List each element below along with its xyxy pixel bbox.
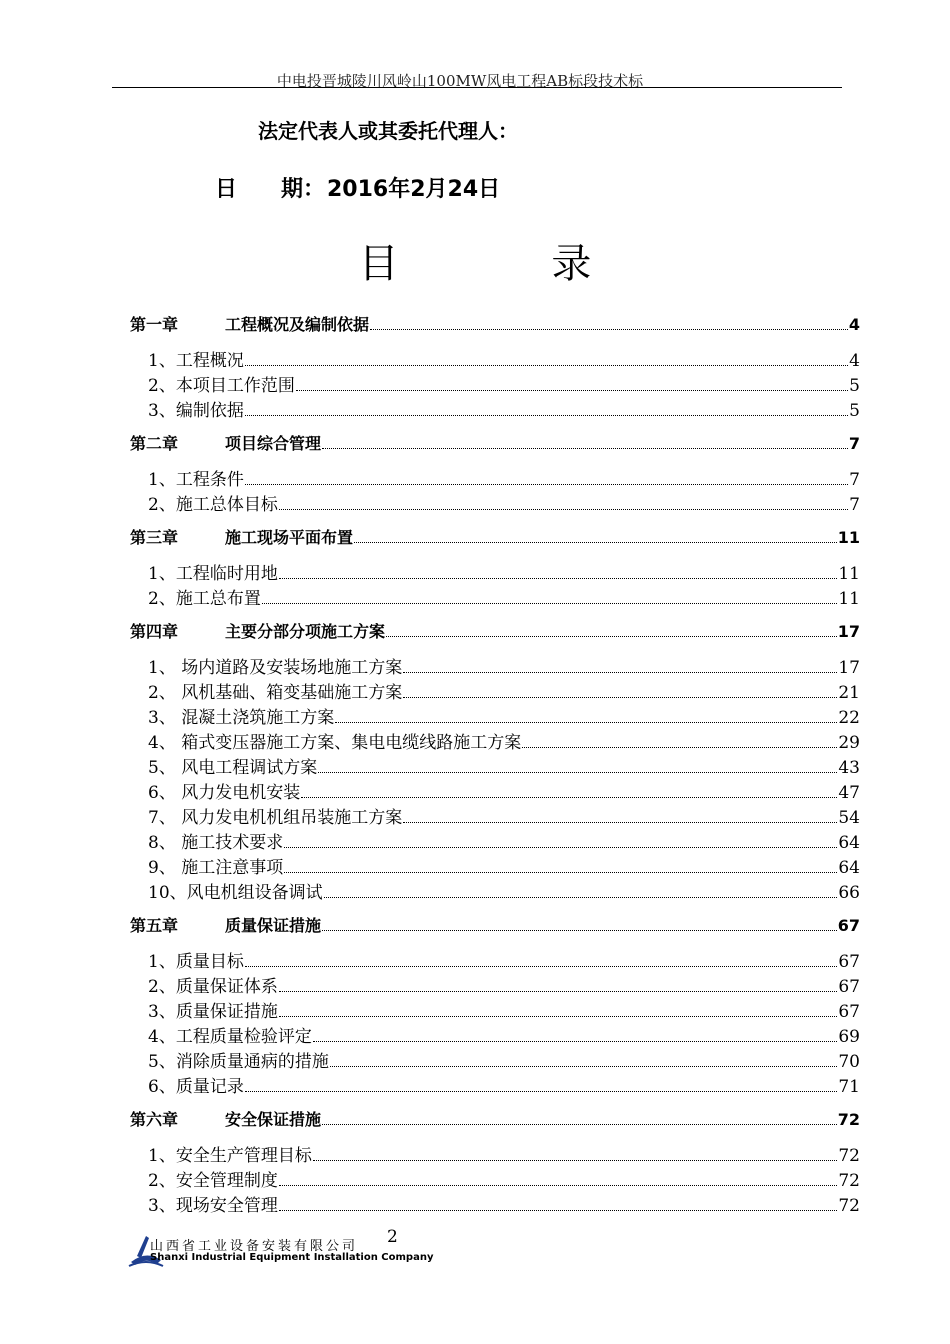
toc-item-entry[interactable] [148,371,860,396]
toc-chapter-entry[interactable] [130,312,860,335]
toc-dot-leader [245,484,848,485]
toc-dot-leader [262,603,838,604]
toc-dot-leader [279,1185,838,1186]
toc-entry-text: 5、消除质量通病的措施 [148,1052,329,1072]
toc-dot-leader [301,797,837,798]
toc-dot-leader [279,509,848,510]
toc-page-number: 22 [838,708,860,728]
toc-page-number: 54 [838,808,860,828]
toc-item-entry[interactable] [148,703,860,728]
toc-page-number: 5 [849,401,860,421]
toc-page-number: 11 [838,589,860,609]
toc-item-entry[interactable] [148,490,860,515]
toc-item-entry[interactable] [148,653,860,678]
header-divider [112,87,842,88]
toc-item-entry[interactable] [148,1166,860,1191]
toc-dot-leader [335,722,837,723]
toc-item-entry[interactable] [148,1022,860,1047]
toc-page-number: 11 [838,564,860,584]
page-number: 2 [387,1227,398,1247]
toc-entry-text: 4、 箱式变压器施工方案、集电电缆线路施工方案 [148,733,522,753]
toc-chapter-number: 第二章 [130,434,179,453]
toc-page-number: 4 [848,315,860,334]
toc-page-number: 70 [838,1052,860,1072]
footer-company-en: Shanxi Industrial Equipment Installation Company [150,1252,434,1263]
toc-dot-leader [403,672,837,673]
toc-chapter-entry[interactable] [130,431,860,454]
toc-dot-leader [279,578,838,579]
footer-company-cn: 山西省工业设备安装有限公司 [150,1239,359,1254]
toc-item-entry[interactable] [148,1072,860,1097]
toc-entry-text: 1、工程概况 [148,351,244,371]
toc-dot-leader [245,1091,838,1092]
toc-dot-leader [522,747,837,748]
toc-page-number: 67 [838,1002,860,1022]
toc-dot-leader [279,1210,838,1211]
toc-entry-text: 质量保证措施 [225,916,322,935]
toc-item-entry[interactable] [148,853,860,878]
toc-page-number: 11 [837,528,860,547]
toc-entry-text: 6、质量记录 [148,1077,244,1097]
toc-dot-leader [245,966,838,967]
toc-chapter-number: 第四章 [130,622,179,641]
toc-page-number: 5 [849,376,860,396]
toc-item-entry[interactable] [148,728,860,753]
toc-dot-leader [403,697,837,698]
toc-dot-leader [324,897,838,898]
date-label: 日 期： [215,177,326,202]
toc-item-entry[interactable] [148,878,860,903]
date-value: 2016年2月24日 [327,177,501,202]
toc-dot-leader [245,415,848,416]
toc-dot-leader [322,930,837,931]
toc-page-number: 69 [838,1027,860,1047]
toc-item-entry[interactable] [148,1191,860,1216]
toc-entry-text: 9、 施工注意事项 [148,858,284,878]
toc-entry-text: 2、施工总布置 [148,589,261,609]
toc-page-number: 72 [838,1146,860,1166]
toc-item-entry[interactable] [148,997,860,1022]
toc-entry-text: 7、 风力发电机机组吊装施工方案 [148,808,403,828]
toc-item-entry[interactable] [148,1141,860,1166]
toc-chapter-entry[interactable] [130,619,860,642]
toc-item-entry[interactable] [148,396,860,421]
toc-page-number: 72 [837,1110,860,1129]
toc-entry-text: 8、 施工技术要求 [148,833,284,853]
toc-dot-leader [386,636,837,637]
toc-entry-text: 2、施工总体目标 [148,495,278,515]
toc-entry-text: 6、 风力发电机安装 [148,783,301,803]
toc-dot-leader [284,872,837,873]
toc-dot-leader [322,1124,837,1125]
toc-dot-leader [313,1041,838,1042]
toc-dot-leader [330,1066,838,1067]
toc-page-number: 64 [838,858,860,878]
toc-chapter-number: 第三章 [130,528,179,547]
toc-entry-text: 主要分部分项施工方案 [225,622,386,641]
toc-chapter-number: 第五章 [130,916,179,935]
toc-entry-text: 1、质量目标 [148,952,244,972]
toc-entry-text: 1、安全生产管理目标 [148,1146,312,1166]
toc-page-number: 43 [838,758,860,778]
toc-dot-leader [403,822,837,823]
toc-entry-text: 项目综合管理 [225,434,322,453]
toc-entry-text: 1、 场内道路及安装场地施工方案 [148,658,403,678]
toc-item-entry[interactable] [148,678,860,703]
toc-entry-text: 施工现场平面布置 [225,528,354,547]
toc-item-entry[interactable] [148,584,860,609]
toc-entry-text: 2、安全管理制度 [148,1171,278,1191]
toc-dot-leader [370,329,848,330]
toc-page-number: 47 [838,783,860,803]
toc-page-number: 4 [849,351,860,371]
toc-entry-text: 3、质量保证措施 [148,1002,278,1022]
toc-page-number: 21 [838,683,860,703]
toc-item-entry[interactable] [148,1047,860,1072]
toc-page-number: 17 [838,658,860,678]
toc-page-number: 64 [838,833,860,853]
toc-entry-text: 5、 风电工程调试方案 [148,758,318,778]
toc-chapter-entry[interactable] [130,913,860,936]
toc-entry-text: 2、质量保证体系 [148,977,278,997]
toc-page-number: 72 [838,1196,860,1216]
toc-page-number: 67 [837,916,860,935]
toc-dot-leader [279,991,838,992]
toc-chapter-entry[interactable] [130,1107,860,1130]
toc-entry-text: 安全保证措施 [225,1110,322,1129]
toc-dot-leader [245,365,848,366]
toc-dot-leader [313,1160,838,1161]
toc-item-entry[interactable] [148,753,860,778]
toc-page-number: 29 [838,733,860,753]
toc-page-number: 71 [838,1077,860,1097]
toc-chapter-entry[interactable] [130,525,860,548]
toc-dot-leader [318,772,837,773]
toc-item-entry[interactable] [148,828,860,853]
toc-page-number: 72 [838,1171,860,1191]
toc-chapter-number: 第六章 [130,1110,179,1129]
toc-item-entry[interactable] [148,559,860,584]
toc-chapter-number: 第一章 [130,315,179,334]
toc-item-entry[interactable] [148,346,860,371]
toc-entry-text: 3、现场安全管理 [148,1196,278,1216]
toc-entry-text: 1、工程临时用地 [148,564,278,584]
toc-page-number: 17 [837,622,860,641]
toc-entry-text: 工程概况及编制依据 [225,315,370,334]
toc-dot-leader [296,390,848,391]
toc-page-number: 7 [849,495,860,515]
toc-item-entry[interactable] [148,947,860,972]
toc-item-entry[interactable] [148,778,860,803]
toc-dot-leader [279,1016,838,1017]
toc-entry-text: 10、风电机组设备调试 [148,883,323,903]
toc-page-number: 67 [838,977,860,997]
toc-entry-text: 2、本项目工作范围 [148,376,295,396]
toc-entry-text: 4、工程质量检验评定 [148,1027,312,1047]
date-line [215,172,500,203]
toc-item-entry[interactable] [148,972,860,997]
toc-item-entry[interactable] [148,465,860,490]
toc-page-number: 7 [849,470,860,490]
toc-entry-text: 1、工程条件 [148,470,244,490]
toc-page-number: 7 [848,434,860,453]
toc-dot-leader [322,448,848,449]
toc-entry-text: 3、 混凝土浇筑施工方案 [148,708,335,728]
toc-dot-leader [354,542,837,543]
toc-entry-text: 3、编制依据 [148,401,244,421]
toc-item-entry[interactable] [148,803,860,828]
header-title: 中电投晋城陵川风岭山100MW风电工程AB标段技术标 [276,72,644,90]
toc-page-number: 66 [838,883,860,903]
toc-dot-leader [284,847,837,848]
toc-page-number: 67 [838,952,860,972]
toc-title: 目 录 [358,241,662,287]
toc-entry-text: 2、 风机基础、箱变基础施工方案 [148,683,403,703]
signer-label: 法定代表人或其委托代理人： [258,119,518,143]
